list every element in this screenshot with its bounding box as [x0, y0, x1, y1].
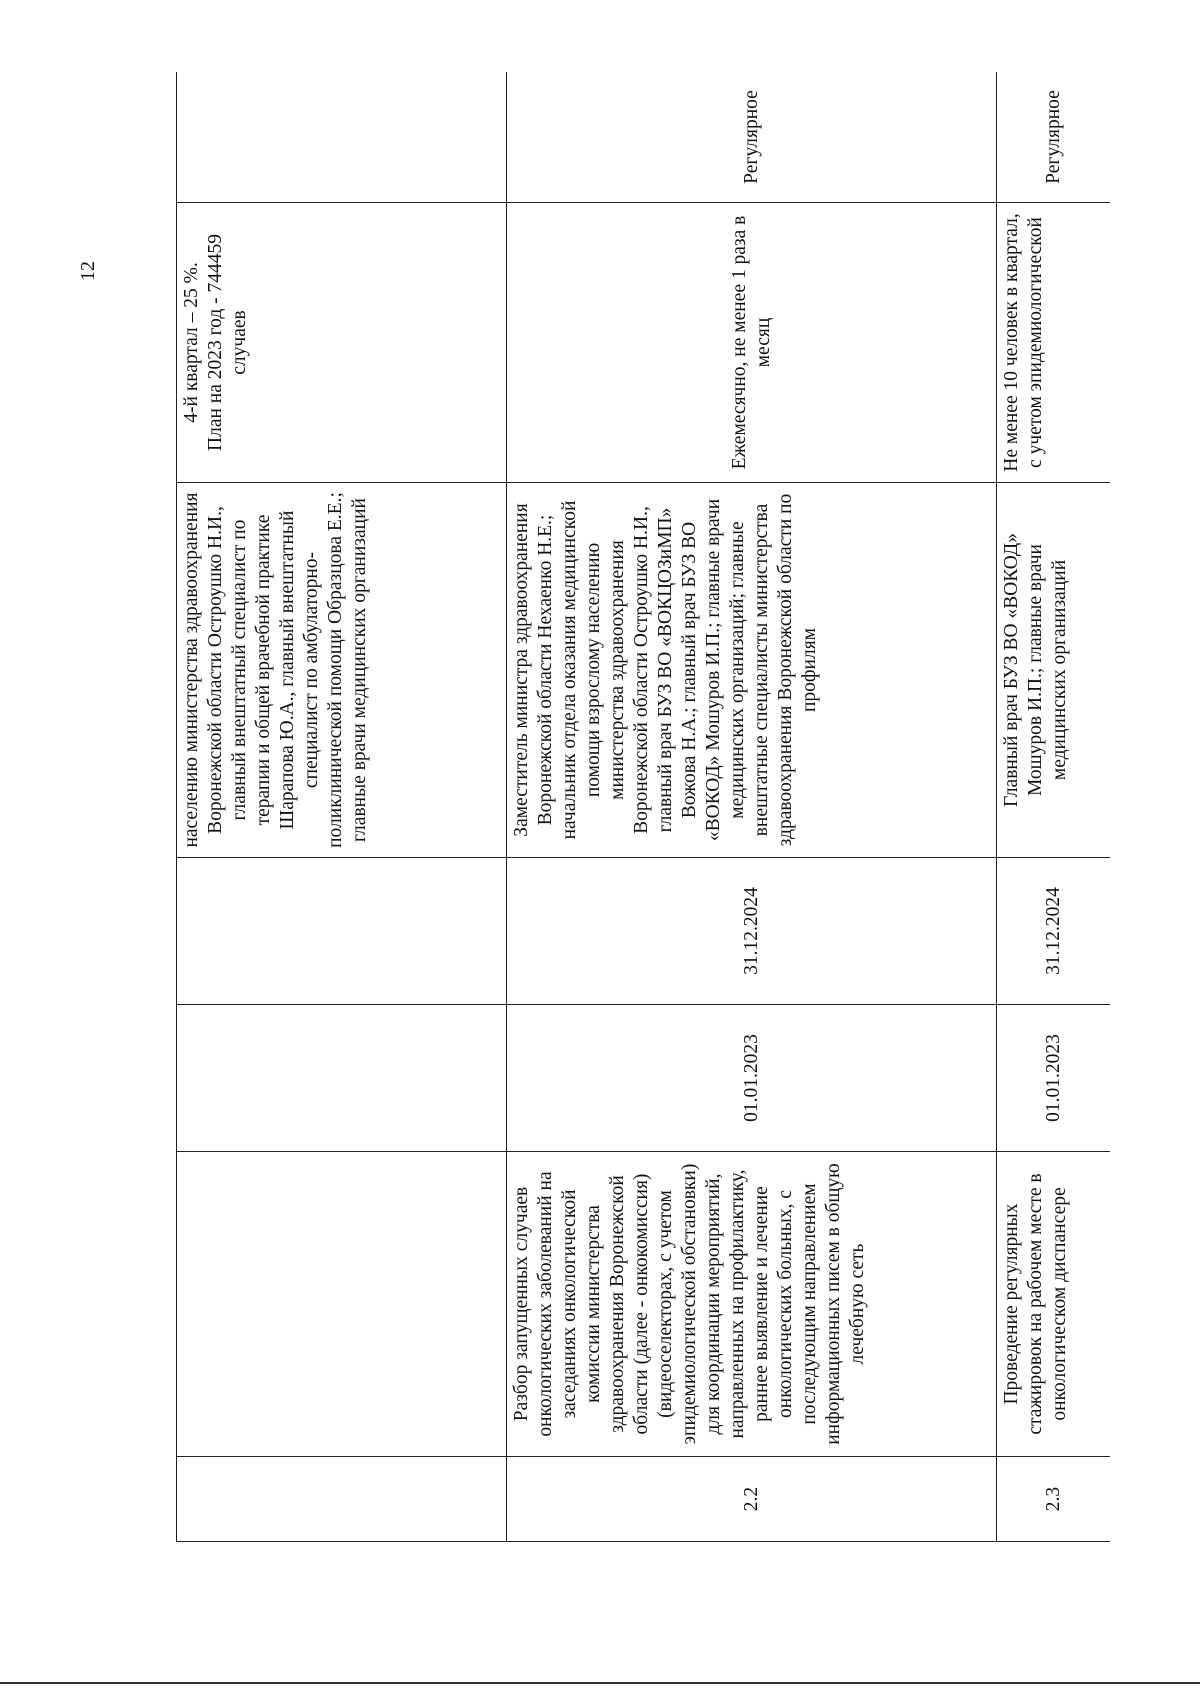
responsible-cell: Заместитель министра здравоохранения Воронежской области Нехаенко Н.Е.; начальник отдела оказания медицинской помощи взрослому населению министерства здравоохранения Воронежской области Остроушко Н.И., главный врач БУЗ ВО «ВОКЦОЗиМП» Вожова Н.А.; главный врач БУЗ ВО «ВОКОД» Мошуров И.П.; главные врачи медицинских организаций; главные внештатные специалисты министерства здравоохранения Воронежской области по профилям [507, 483, 997, 858]
activity-cell: Разбор запущенных случаев онкологических заболеваний на заседаниях онкологической комиссии министерства здравоохранения Воронежской области (далее - онкокомиссия) (видеоселекторах, с учетом эпидемиологической обстановки) для координации мероприятий, направленных на профилактику, раннее выявление и лечение онкологических больных, с последующим направлением информационных писем в общую лечебную сеть [507, 1152, 997, 1457]
responsible-cell: Главный врач БУЗ ВО «ВОКОД» Мошуров И.П.; главные врачи медицинских организаций [997, 483, 1111, 858]
indicator-cell: Не менее 10 человек в квартал, с учетом эпидемиологической [997, 203, 1111, 483]
indicator-cell: Ежемесячно, не менее 1 раза в месяц [507, 203, 997, 483]
end-date-cell: 31.12.2024 [507, 858, 997, 1005]
end-date-cell [177, 858, 507, 1005]
table-row [507, 72, 997, 1542]
activity-cell [177, 1152, 507, 1457]
start-date-cell: 01.01.2023 [507, 1005, 997, 1152]
activity-cell: Проведение регулярных стажировок на рабочем месте в онкологическом диспансере [997, 1152, 1111, 1457]
table-viewport [176, 72, 1110, 1542]
row-number [177, 1457, 507, 1542]
indicator-cell: 4-й квартал – 25 %. План на 2023 год - 744459 случаев [177, 203, 507, 483]
type-cell: Регулярное [997, 72, 1111, 203]
page-bottom-rule [0, 1682, 1200, 1684]
start-date-cell [177, 1005, 507, 1152]
table-row [177, 72, 507, 1542]
start-date-cell: 01.01.2023 [997, 1005, 1111, 1152]
type-cell [177, 72, 507, 203]
page-number: 12 [77, 261, 99, 281]
row-number: 2.2 [507, 1457, 997, 1542]
table-row [997, 72, 1111, 1542]
rotated-table-container [176, 72, 1110, 1542]
responsible-cell: населению министерства здравоохранения Воронежской области Остроушко Н.И., главный внештатный специалист по терапии и общей врачебной практике Шарапова Ю.А., главный внештатный специалист по амбулаторно-поликлинической помощи Образцова Е.Е.; главные врачи медицинских организаций [177, 483, 507, 858]
type-cell: Регулярное [507, 72, 997, 203]
plan-table [176, 72, 1110, 1542]
end-date-cell: 31.12.2024 [997, 858, 1111, 1005]
row-number: 2.3 [997, 1457, 1111, 1542]
